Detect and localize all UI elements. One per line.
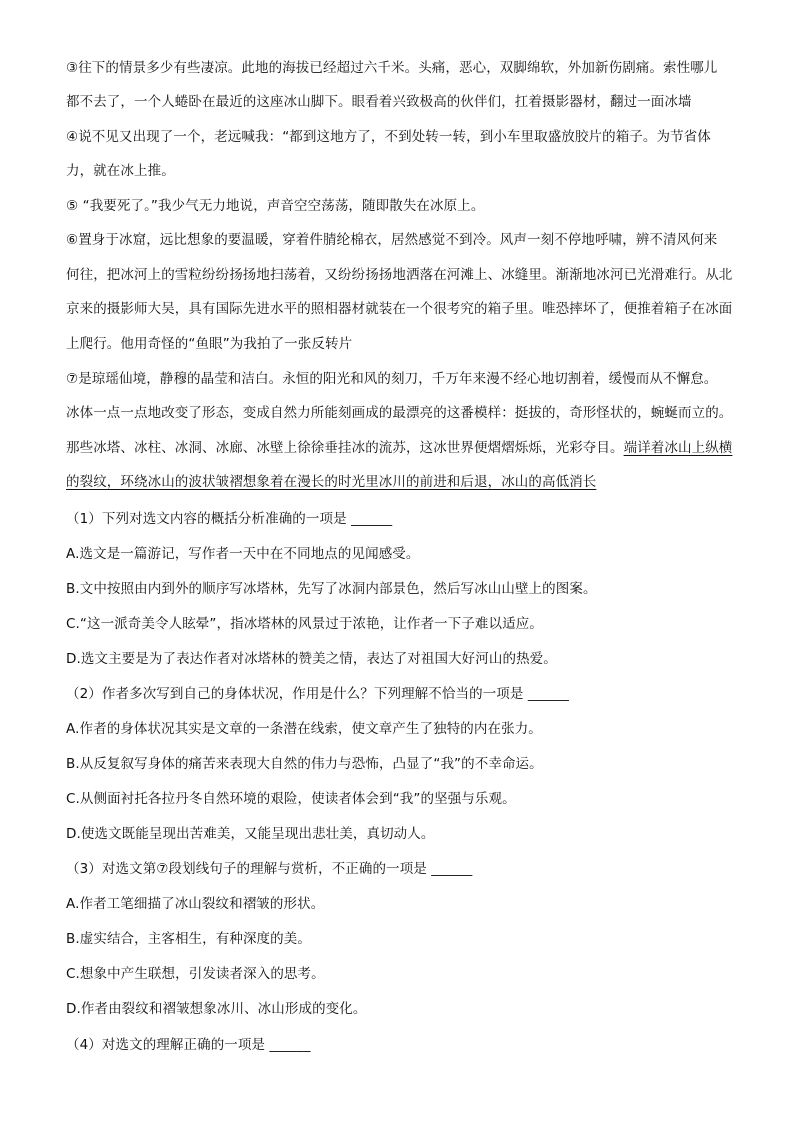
paragraph-6-line-3: 京来的摄影师大吴，具有国际先进水平的照相器材就装在一个很考究的箱子里。唯恐摔坏了，便推着箱子在冰面 (66, 301, 733, 317)
question-4-stem: （4）对选文的理解正确的一项是 ______ (66, 1037, 311, 1053)
question-2-option-a[interactable]: A.作者的身体状况其实是文章的一条潜在线索，使文章产生了独特的内在张力。 (66, 721, 542, 737)
paragraph-5-line-1: ⑤ “我要死了。”我少气无力地说，声音空空荡荡，随即散失在冰原上。 (66, 198, 485, 214)
question-2-option-c[interactable]: C.从侧面衬托各拉丹冬自然环境的艰险，使读者体会到“我”的坚强与乐观。 (66, 791, 516, 807)
paragraph-7-line-3 (66, 438, 732, 458)
paragraph-3-line-2: 都不去了，一个人蜷卧在最近的这座冰山脚下。眼看着兴致极高的伙伴们，扛着摄影器材，翻过一面冰墙 (66, 94, 692, 110)
question-1-option-b[interactable]: B.文中按照由内到外的顺序写冰塔林，先写了冰洞内部景色，然后写冰山山壁上的图案。 (66, 581, 597, 597)
paragraph-3-line-1: ③往下的情景多少有些凄凉。此地的海拔已经超过六千米。头痛，恶心，双脚绵软，外加新伤剧痛。索性哪儿 (66, 60, 718, 76)
question-1-option-a[interactable]: A.选文是一篇游记，写作者一天中在不同地点的见闻感受。 (66, 546, 420, 562)
question-2-option-b[interactable]: B.从反复叙写身体的痛苦来表现大自然的伟力与恐怖，凸显了“我”的不幸命运。 (66, 756, 543, 772)
question-3-option-d[interactable]: D.作者由裂纹和褶皱想象冰川、冰山形成的变化。 (66, 1001, 367, 1017)
question-3-stem: （3）对选文第⑦段划线句子的理解与赏析，不正确的一项是 ______ (66, 861, 473, 877)
paragraph-7-line-2: 冰体一点一点地改变了形态，变成自然力所能刻画成的最漂亮的这番模样：挺拔的，奇形怪状的，蜿蜒而立的。 (66, 405, 733, 421)
paragraph-6-line-4: 上爬行。他用奇怪的“鱼眼”为我拍了一张反转片 (66, 336, 353, 352)
question-3-option-a[interactable]: A.作者工笔细描了冰山裂纹和褶皱的形状。 (66, 896, 325, 912)
paragraph-7-plain-text: 那些冰塔、冰柱、冰洞、冰廊、冰壁上徐徐垂挂冰的流苏，这冰世界便熠熠烁烁，光彩夺目。 (66, 440, 624, 456)
question-3-option-b[interactable]: B.虚实结合，主客相生，有种深度的美。 (66, 931, 311, 947)
question-2-option-d[interactable]: D.使选文既能呈现出苦难美，又能呈现出悲壮美，真切动人。 (66, 826, 435, 842)
question-1-option-d[interactable]: D.选文主要是为了表达作者对冰塔林的赞美之情，表达了对祖国大好河山的热爱。 (66, 651, 557, 667)
question-1-option-c[interactable]: C.“这一派奇美令人眩晕”，指冰塔林的风景过于浓艳，让作者一下子难以适应。 (66, 616, 543, 632)
underlined-sentence-part-2: 的裂纹，环绕冰山的波状皱褶想象着在漫长的时光里冰川的前进和后退，冰山的高低消长 (66, 474, 597, 490)
paragraph-4-line-1: ④说不见又出现了一个，老远喊我：“都到这地方了，不到处转一转，到小车里取盛放胶片的箱子。为节省体 (66, 129, 711, 145)
paragraph-6-line-2: 何往，把冰河上的雪粒纷纷扬扬地扫荡着，又纷纷扬扬地洒落在河滩上、冰缝里。渐渐地冰河已光滑难行。从北 (66, 267, 733, 283)
question-1-stem: （1）下列对选文内容的概括分析准确的一项是 ______ (66, 511, 393, 527)
question-2-stem: （2）作者多次写到自己的身体状况，作用是什么？下列理解不恰当的一项是 ______ (66, 686, 569, 702)
underlined-sentence-part-1: 端详着冰山上纵横 (623, 440, 733, 456)
question-3-option-c[interactable]: C.想象中产生联想，引发读者深入的思考。 (66, 966, 325, 982)
paragraph-6-line-1: ⑥置身于冰窟，远比想象的要温暖，穿着件腈纶棉衣，居然感觉不到冷。风声一刻不停地呼啸，辨不清风何来 (66, 232, 718, 248)
paragraph-7-line-1: ⑦是琼瑶仙境，静穆的晶莹和洁白。永恒的阳光和风的刻刀，千万年来漫不经心地切割着，缓慢而从不懈怠。 (66, 371, 718, 387)
paragraph-4-line-2: 力，就在冰上推。 (66, 163, 175, 179)
